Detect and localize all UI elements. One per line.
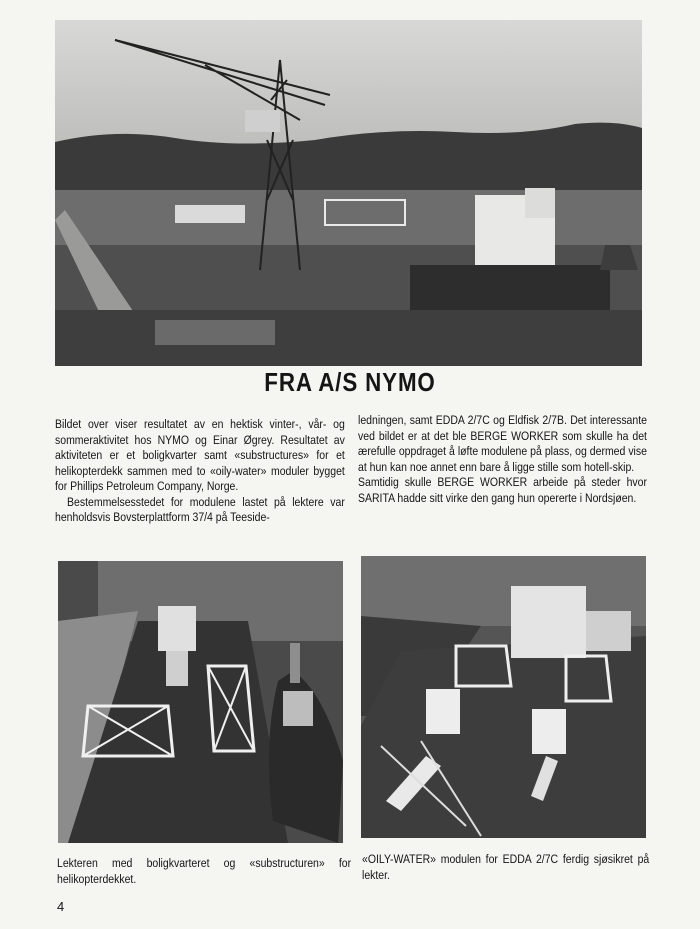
article-paragraph: Samtidig skulle BERGE WORKER arbeide på steder hvor SARITA hadde sitt virke den gang hun opererte i Nordsjøen. bbox=[358, 475, 647, 505]
article-column-right bbox=[358, 413, 647, 506]
shipyard-crane-image bbox=[55, 20, 642, 366]
article-column-left bbox=[55, 417, 345, 526]
headline: FRA A/S NYMO bbox=[264, 367, 436, 397]
barge-substructure-photo bbox=[58, 561, 343, 843]
article-paragraph: Bildet over viser resultatet av en hektisk vinter-, vår- og sommeraktivitet hos NYMO og Einar Øgrey. Resultatet av aktiviteten er et boligkvarter samt «substructures» for et helikopterdekk sammen med to «oily-water» moduler bygget for Phillips Petroleum Company, Norge. bbox=[55, 417, 345, 493]
article-paragraph: Bestemmelsesstedet for modulene lastet på lektere var henholdsvis Bovsterplattform 37/4 på Teeside- bbox=[55, 494, 345, 524]
article-paragraph: ledningen, samt EDDA 2/7C og Eldfisk 2/7B. Det interessante ved bildet er at det ble BERGE WORKER som skulle ha det ærefulle oppdraget å løfte modulene på plass, og dermed vise at hun kan noe annet enn bare å ligge stille som hotell-skip. bbox=[358, 413, 647, 474]
photo-caption-right: «OILY-WATER» modulen for EDDA 2/7C ferdig sjøsikret på lekter. bbox=[362, 852, 650, 882]
shipyard-crane-photo bbox=[55, 20, 642, 366]
page-number: 4 bbox=[57, 899, 65, 914]
oily-water-module-photo bbox=[361, 556, 646, 838]
oily-water-module-image bbox=[361, 556, 646, 838]
photo-caption-left: Lekteren med boligkvarteret og «substructuren» for helikopterdekket. bbox=[57, 856, 352, 886]
barge-substructure-image bbox=[58, 561, 343, 843]
